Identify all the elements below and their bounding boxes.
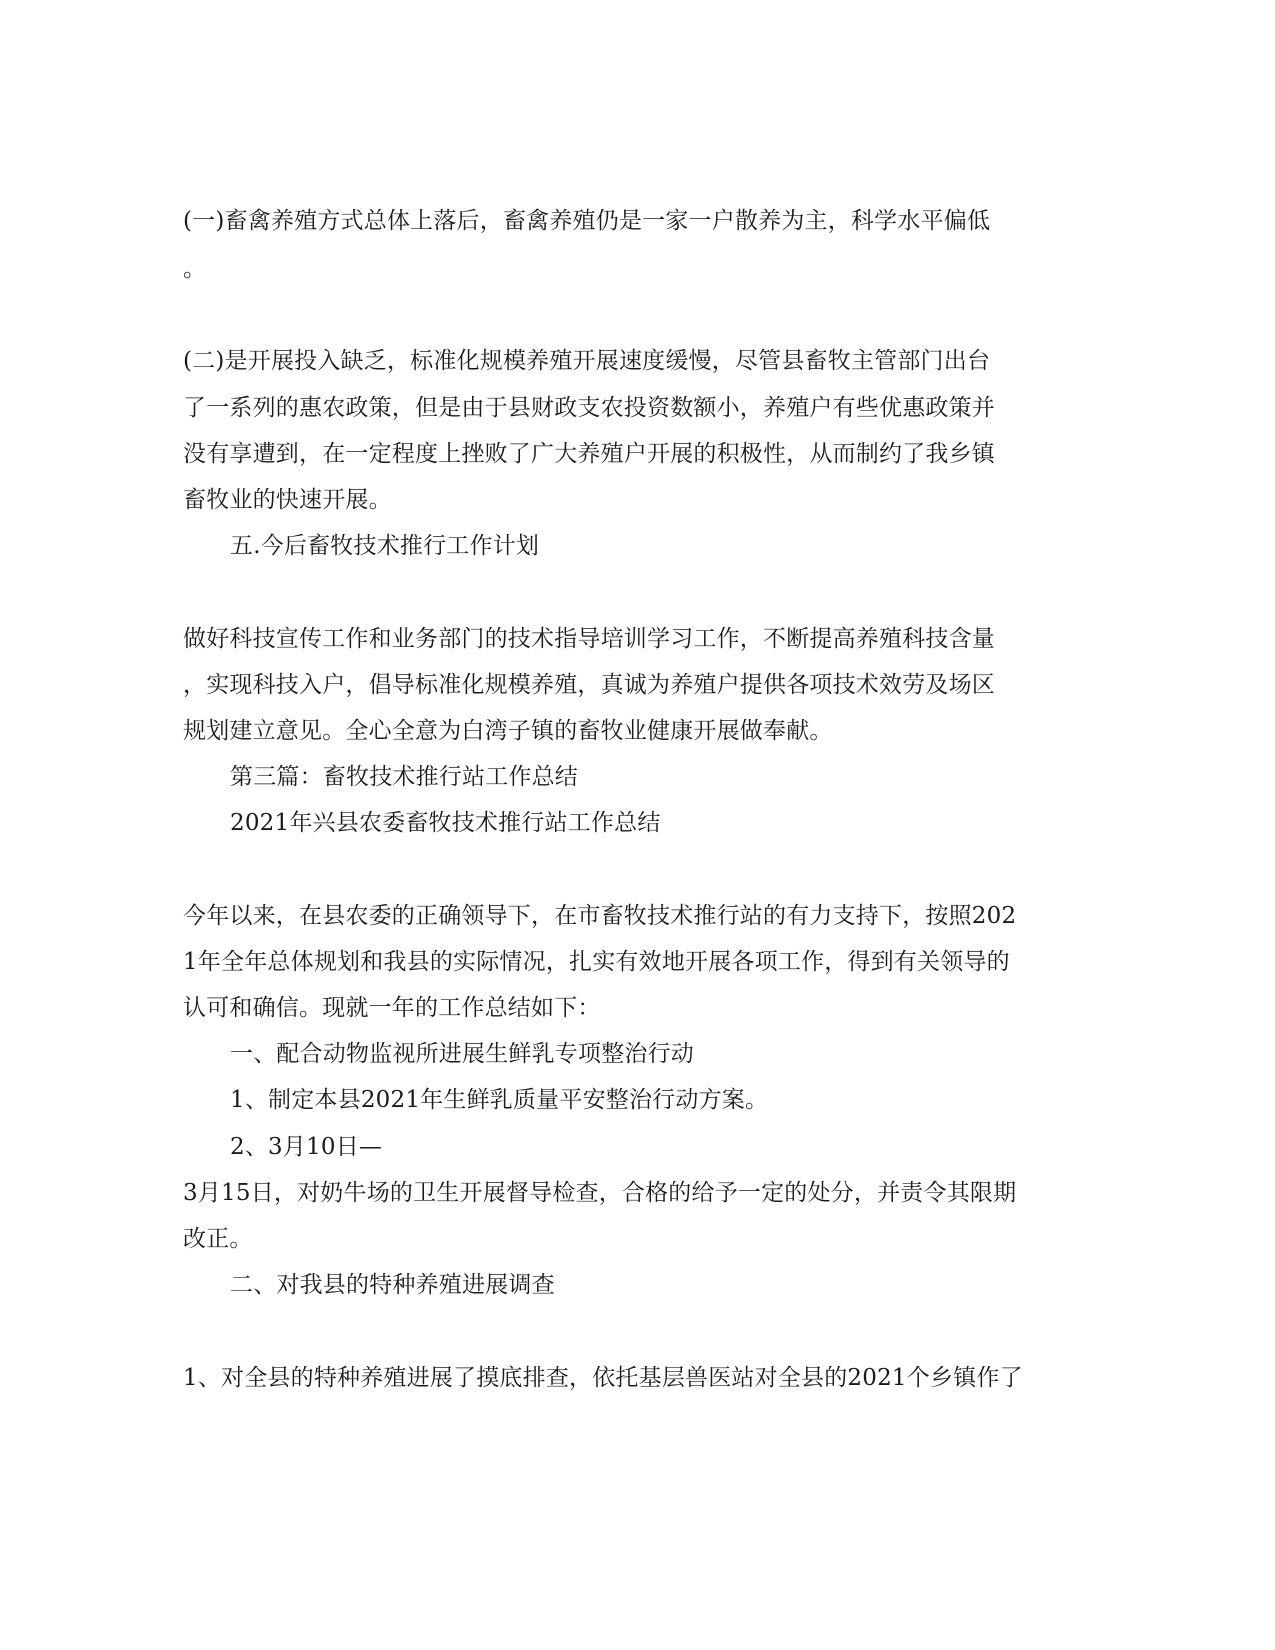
paragraph-3-line-2: ，实现科技入户，倡导标准化规模养殖，真诚为养殖户提供各项技术效劳及场区: [183, 672, 995, 698]
item-2-1: 1、对全县的特种养殖进展了摸底排查，依托基层兽医站对全县的2021个乡镇作了: [183, 1365, 1023, 1391]
paragraph-2-line-2: 了一系列的惠农政策，但是由于县财政支农投资数额小，养殖户有些优惠政策并: [183, 395, 995, 421]
paragraph-2-line-4: 畜牧业的快速开展。: [183, 487, 392, 513]
item-1-2-line-1: 3月15日，对奶牛场的卫生开展督导检查，合格的给予一定的处分，并责令其限期: [183, 1180, 1017, 1206]
item-2-heading: 二、对我县的特种养殖进展调查: [230, 1272, 555, 1298]
section-heading-5: 五.今后畜牧技术推行工作计划: [230, 533, 540, 559]
paragraph-1-line-1: (一)畜禽养殖方式总体上落后，畜禽养殖仍是一家一户散养为主，科学水平偏低: [183, 208, 991, 234]
item-1-heading: 一、配合动物监视所进展生鲜乳专项整治行动: [230, 1041, 694, 1067]
paragraph-4-line-1: 今年以来，在县农委的正确领导下，在市畜牧技术推行站的有力支持下，按照202: [183, 903, 1017, 929]
section-subtitle: 2021年兴县农委畜牧技术推行站工作总结: [230, 810, 661, 836]
item-1-1: 1、制定本县2021年生鲜乳质量平安整治行动方案。: [230, 1087, 769, 1113]
paragraph-2-line-1: (二)是开展投入缺乏，标准化规模养殖开展速度缓慢，尽管县畜牧主管部门出台: [183, 348, 991, 374]
paragraph-3-line-3: 规划建立意见。全心全意为白湾子镇的畜牧业健康开展做奉献。: [183, 718, 833, 744]
paragraph-2-line-3: 没有享遭到，在一定程度上挫败了广大养殖户开展的积极性，从而制约了我乡镇: [183, 441, 995, 467]
item-1-2-start: 2、3月10日—: [230, 1134, 383, 1160]
paragraph-4-line-2: 1年全年总体规划和我县的实际情况，扎实有效地开展各项工作，得到有关领导的: [183, 949, 1010, 975]
paragraph-4-line-3: 认可和确信。现就一年的工作总结如下：: [183, 995, 601, 1021]
item-1-2-line-2: 改正。: [183, 1226, 253, 1252]
paragraph-3-line-1: 做好科技宣传工作和业务部门的技术指导培训学习工作，不断提高养殖科技含量: [183, 626, 995, 652]
paragraph-1-line-2: 。: [183, 256, 207, 282]
section-title: 第三篇：畜牧技术推行站工作总结: [230, 764, 578, 790]
